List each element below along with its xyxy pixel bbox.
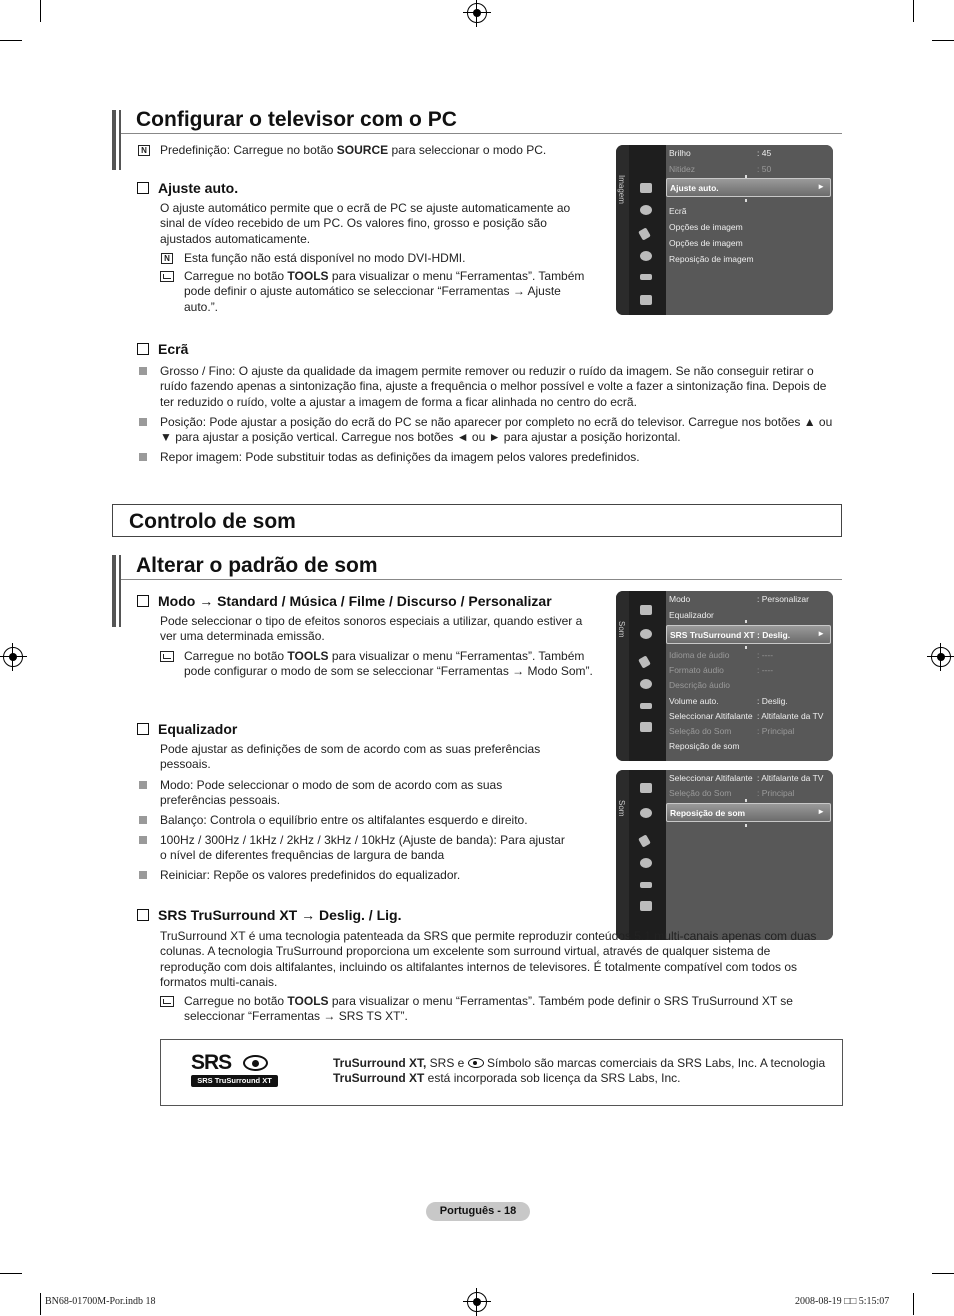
menu-value: : 50 bbox=[757, 164, 772, 174]
menu-highlight-row: Reposição de som ► bbox=[666, 803, 831, 822]
section-bar bbox=[112, 110, 116, 170]
menu-tick bbox=[745, 824, 747, 827]
bullet-text: Modo: Pode seleccionar o modo de som de acordo com as suas preferências pessoais. bbox=[160, 778, 503, 808]
srs-symbol-icon bbox=[243, 1055, 268, 1071]
bullet-text: Balanço: Controla o equilíbrio entre os altifalantes esquerdo e direito. bbox=[160, 813, 528, 827]
section-title: Controlo de som bbox=[129, 510, 296, 533]
menu-value: : Altifalante da TV bbox=[757, 773, 824, 783]
checkbox-icon bbox=[137, 182, 149, 194]
menu-side-label: Imagem bbox=[617, 175, 626, 204]
section-title: Configurar o televisor com o PC bbox=[136, 108, 457, 131]
menu-row: Descrição áudio bbox=[669, 680, 730, 690]
note-text: Esta função não está disponível no modo DVI-HDMI. bbox=[184, 251, 466, 265]
application-icon bbox=[640, 295, 652, 305]
tools-icon bbox=[160, 271, 174, 282]
footer-file: BN68-01700M-Por.indb 18 bbox=[45, 1296, 156, 1307]
bullet-icon bbox=[139, 453, 147, 461]
crop-mark bbox=[913, 1293, 914, 1315]
picture-icon bbox=[640, 605, 652, 615]
registration-mark-icon bbox=[3, 647, 23, 667]
menu-row: Reposição de imagem bbox=[669, 254, 754, 264]
input-icon bbox=[640, 274, 652, 280]
subsection-heading: Ecrã bbox=[137, 341, 188, 357]
setup-icon bbox=[640, 679, 652, 689]
menu-row: Seleção do Som bbox=[669, 788, 732, 798]
registration-mark-icon bbox=[467, 1292, 487, 1312]
crop-mark bbox=[932, 40, 954, 41]
bullet-icon bbox=[139, 367, 147, 375]
menu-value: : Personalizar bbox=[757, 594, 809, 604]
menu-row: Opções de imagem bbox=[669, 222, 743, 232]
menu-row: Volume auto. bbox=[669, 696, 719, 706]
subsection-heading: Equalizador bbox=[137, 721, 237, 737]
menu-row: Seleccionar Altifalante bbox=[669, 711, 753, 721]
registration-mark-icon bbox=[931, 647, 951, 667]
bullet-icon bbox=[139, 781, 147, 789]
bullet-text: Repor imagem: Pode substituir todas as definições da imagem pelos valores predefinidos. bbox=[160, 450, 640, 464]
paragraph: Pode ajustar as definições de som de acordo com as suas preferências pessoais. bbox=[160, 742, 541, 772]
menu-value: : ---- bbox=[757, 665, 774, 675]
note-text: Predefinição: Carregue no botão SOURCE para seleccionar o modo PC. bbox=[160, 143, 547, 157]
paragraph: TruSurround XT é uma tecnologia patenteada da SRS que permite reproduzir conteúdos 5.1 multi-canais apenas com duas colunas. A tecnologia TruSurround proporciona um excelente som surround virtual, através de qualquer sistema de reprodução com dois altifalantes, incluindo os altifalantes internos de televisores. É totalmente compatível com todos os formatos multi-canais. bbox=[160, 929, 817, 989]
crop-mark bbox=[0, 40, 22, 41]
bullet-text: Reiniciar: Repõe os valores predefinidos do equalizador. bbox=[160, 868, 461, 882]
input-icon bbox=[640, 882, 652, 888]
menu-value: : Principal bbox=[757, 788, 795, 798]
note-icon: N bbox=[138, 145, 150, 156]
menu-value: : Principal bbox=[757, 726, 795, 736]
checkbox-icon bbox=[137, 909, 149, 921]
menu-row: Opções de imagem bbox=[669, 238, 743, 248]
trademark-text: TruSurround XT, SRS e Símbolo são marcas comerciais da SRS Labs, Inc. A tecnologia TruSurround XT está incorporada sob licença da SRS Labs, Inc. bbox=[333, 1056, 826, 1086]
menu-tick bbox=[745, 646, 747, 649]
section-bar bbox=[119, 555, 121, 627]
bullet-icon bbox=[139, 816, 147, 824]
registration-mark-icon bbox=[467, 3, 487, 23]
menu-row: Ecrã bbox=[669, 206, 687, 216]
menu-side-label: Som bbox=[617, 800, 626, 817]
menu-tick bbox=[745, 799, 747, 802]
menu-highlight-row: Ajuste auto. ► bbox=[666, 178, 831, 197]
crop-mark bbox=[0, 1273, 22, 1274]
note-icon: N bbox=[161, 253, 173, 264]
menu-row: Seleccionar Altifalante bbox=[669, 773, 753, 783]
subsection-heading: SRS TruSurround XT → Deslig. / Lig. bbox=[137, 907, 401, 923]
menu-row: Modo bbox=[669, 594, 691, 604]
sound-icon bbox=[640, 205, 652, 215]
crop-mark bbox=[913, 0, 914, 22]
tv-menu-screenshot bbox=[616, 145, 833, 315]
menu-value: : ---- bbox=[757, 650, 774, 660]
menu-tick bbox=[745, 620, 747, 623]
tv-menu-screenshot bbox=[616, 770, 833, 940]
application-icon bbox=[640, 901, 652, 911]
section-bar bbox=[112, 555, 116, 627]
bullet-icon bbox=[139, 871, 147, 879]
section-title: Alterar o padrão de som bbox=[136, 554, 378, 577]
title-rule bbox=[121, 579, 842, 580]
srs-symbol-icon bbox=[468, 1058, 484, 1068]
checkbox-icon bbox=[137, 595, 149, 607]
sound-icon bbox=[640, 808, 652, 818]
menu-row: Formato áudio bbox=[669, 665, 724, 675]
arrow-right-icon: ► bbox=[817, 807, 825, 816]
srs-logo: SRS SRS TruSurround XT bbox=[191, 1054, 279, 1090]
menu-side-label: Som bbox=[617, 621, 626, 638]
menu-row: Reposição de som bbox=[669, 741, 740, 751]
subsection-heading: Modo → Standard / Música / Filme / Discurso / Personalizar bbox=[137, 593, 552, 609]
menu-row: Equalizador bbox=[669, 610, 714, 620]
tv-menu-screenshot bbox=[616, 591, 833, 761]
setup-icon bbox=[640, 858, 652, 868]
arrow-right-icon: ► bbox=[817, 629, 825, 638]
crop-mark bbox=[40, 0, 41, 22]
tools-text: Carregue no botão TOOLS para visualizar o menu “Ferramentas”. Também pode definir o ajuste automático se seleccionar “Ferramentas → Ajuste auto.”. bbox=[184, 269, 585, 314]
sound-icon bbox=[640, 629, 652, 639]
footer-date: 2008-08-19 □□ 5:15:07 bbox=[795, 1296, 890, 1307]
paragraph: O ajuste automático permite que o ecrã de PC se ajuste automaticamente ao sinal de vídeo recebido de um PC. Os valores fino, grosso e posição são ajustados automaticamente. bbox=[160, 201, 571, 246]
section-bar bbox=[119, 110, 121, 170]
menu-row: Brilho bbox=[669, 148, 691, 158]
subsection-heading: Ajuste auto. bbox=[137, 180, 238, 196]
arrow-right-icon: ► bbox=[817, 182, 825, 191]
checkbox-icon bbox=[137, 343, 149, 355]
menu-tick bbox=[745, 199, 747, 202]
menu-highlight-row: SRS TruSurround XT : Deslig. ► bbox=[666, 625, 831, 644]
bullet-icon bbox=[139, 418, 147, 426]
tools-text: Carregue no botão TOOLS para visualizar o menu “Ferramentas”. Também pode configurar o modo de som se seleccionar “Ferramentas → Modo Som”. bbox=[184, 649, 593, 679]
menu-value: : Deslig. bbox=[757, 696, 788, 706]
input-icon bbox=[640, 703, 652, 709]
bullet-text: Grosso / Fino: O ajuste da qualidade da imagem permite remover ou reduzir o ruído da imagem. Se não conseguir retirar o ruído fazendo apenas a sintonização fina, ajuste a frequência o melhor possível e volte a fazer a sintonização fina. Depois de ter reduzido o ruído, volte a ajustar a imagem de forma a ficar alinhada no centro do ecrã. bbox=[160, 364, 827, 409]
bullet-text: 100Hz / 300Hz / 1kHz / 2kHz / 3kHz / 10kHz (Ajuste de banda): Para ajustar o nível de diferentes frequências de largura de banda bbox=[160, 833, 565, 863]
tools-icon bbox=[160, 651, 174, 662]
tools-icon bbox=[160, 996, 174, 1007]
menu-row: Nitidez bbox=[669, 164, 695, 174]
menu-row: Idioma de áudio bbox=[669, 650, 730, 660]
picture-icon bbox=[640, 183, 652, 193]
setup-icon bbox=[640, 251, 652, 261]
menu-value: : Altifalante da TV bbox=[757, 711, 824, 721]
application-icon bbox=[640, 722, 652, 732]
menu-value: : 45 bbox=[757, 148, 772, 158]
bullet-icon bbox=[139, 836, 147, 844]
title-rule bbox=[121, 133, 842, 134]
picture-icon bbox=[640, 783, 652, 793]
menu-row: Seleção do Som bbox=[669, 726, 732, 736]
paragraph: Pode seleccionar o tipo de efeitos sonoros especiais a utilizar, quando estiver a ver uma determinada emissão. bbox=[160, 614, 583, 644]
page-number-badge: Português - 18 bbox=[426, 1202, 530, 1221]
checkbox-icon bbox=[137, 723, 149, 735]
bullet-text: Posição: Pode ajustar a posição do ecrã do PC se não aparecer por completo no ecrã do televisor. Carregue nos botões ▲ ou ▼ para ajustar a posição vertical. Carregue nos botões ◄ ou ► para ajustar a posição horizontal. bbox=[160, 415, 833, 445]
tools-text: Carregue no botão TOOLS para visualizar o menu “Ferramentas”. Também pode definir o SRS TruSurround XT se seleccionar “Ferramentas → SRS TS XT”. bbox=[184, 994, 793, 1024]
crop-mark bbox=[932, 1273, 954, 1274]
crop-mark bbox=[40, 1293, 41, 1315]
